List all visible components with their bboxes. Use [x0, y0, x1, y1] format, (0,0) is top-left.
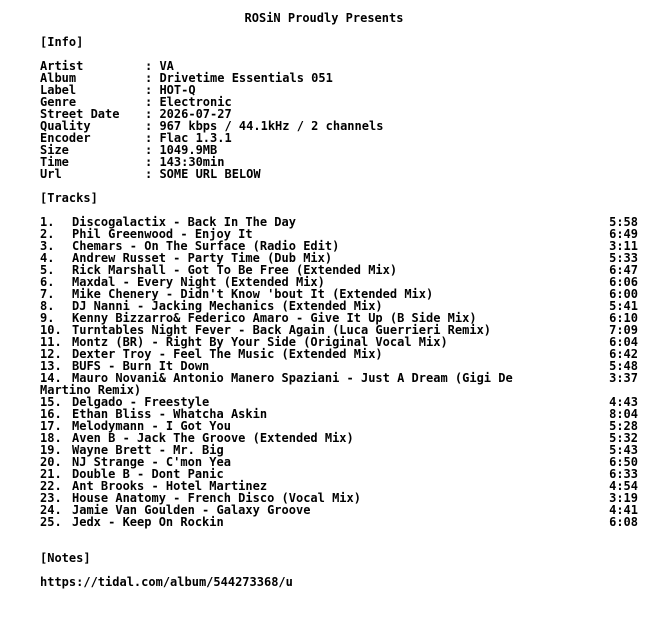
track-number: 24. — [40, 503, 62, 517]
track-number: 23. — [40, 491, 62, 505]
track-duration: 5:48 — [609, 359, 638, 373]
info-value: : SOME URL BELOW — [145, 167, 261, 181]
track-title: Mauro Novani& Antonio Manero Spaziani - Just A Dream (Gigi De — [72, 371, 513, 385]
track-title: Andrew Russet - Party Time (Dub Mix) — [72, 251, 333, 265]
info-key: Album — [40, 71, 77, 85]
track-title: Discogalactix - Back In The Day — [72, 215, 296, 229]
info-key: Time — [40, 155, 69, 169]
track-number: 11. — [40, 335, 62, 349]
info-value: : HOT-Q — [145, 83, 196, 97]
info-key: Encoder — [40, 131, 91, 145]
track-duration: 5:32 — [609, 431, 638, 445]
track-duration: 3:11 — [609, 239, 638, 253]
track-duration: 8:04 — [609, 407, 638, 421]
info-value: : VA — [145, 59, 174, 73]
track-duration: 4:54 — [609, 479, 638, 493]
track-duration: 6:08 — [609, 515, 638, 529]
track-title: House Anatomy - French Disco (Vocal Mix) — [72, 491, 361, 505]
notes-heading: [Notes] — [40, 551, 91, 565]
track-number: 10. — [40, 323, 62, 337]
info-key: Genre — [40, 95, 77, 109]
track-title: Aven B - Jack The Groove (Extended Mix) — [72, 431, 354, 445]
track-title: Turntables Night Fever - Back Again (Luca Guerrieri Remix) — [72, 323, 492, 337]
info-row — [0, 168, 648, 180]
track-duration: 6:49 — [609, 227, 638, 241]
track-number: 1. — [40, 215, 55, 229]
info-value: : 1049.9MB — [145, 143, 218, 157]
info-value: : 967 kbps / 44.1kHz / 2 channels — [145, 119, 384, 133]
track-duration: 6:47 — [609, 263, 638, 277]
track-duration: 3:37 — [609, 371, 638, 385]
info-key: Url — [40, 167, 62, 181]
track-duration: 5:41 — [609, 299, 638, 313]
info-value: : 143:30min — [145, 155, 225, 169]
info-key: Artist — [40, 59, 84, 73]
info-row — [0, 120, 648, 132]
track-title: Kenny Bizzarro& Federico Amaro - Give It Up (B Side Mix) — [72, 311, 477, 325]
track-number: 14. — [40, 371, 62, 385]
track-title: Melodymann - I Got You — [72, 419, 231, 433]
track-duration: 6:50 — [609, 455, 638, 469]
track-duration: 6:42 — [609, 347, 638, 361]
track-title: Ethan Bliss - Whatcha Askin — [72, 407, 268, 421]
info-heading: [Info] — [40, 35, 84, 49]
track-duration: 6:04 — [609, 335, 638, 349]
release-title: ROSiN Proudly Presents — [244, 11, 404, 25]
track-duration: 5:43 — [609, 443, 638, 457]
info-value: : Flac 1.3.1 — [145, 131, 232, 145]
track-number: 2. — [40, 227, 55, 241]
track-title: Chemars - On The Surface (Radio Edit) — [72, 239, 340, 253]
track-duration: 7:09 — [609, 323, 638, 337]
track-number: 17. — [40, 419, 62, 433]
track-title: Maxdal - Every Night (Extended Mix) — [72, 275, 325, 289]
track-title: Double B - Dont Panic — [72, 467, 224, 481]
track-number: 13. — [40, 359, 62, 373]
info-row — [0, 144, 648, 156]
info-key: Size — [40, 143, 69, 157]
track-title: Jamie Van Goulden - Galaxy Groove — [72, 503, 311, 517]
track-number: 7. — [40, 287, 55, 301]
track-number: 6. — [40, 275, 55, 289]
track-title: DJ Nanni - Jacking Mechanics (Extended Mix) — [72, 299, 383, 313]
track-number: 21. — [40, 467, 62, 481]
track-number: 4. — [40, 251, 55, 265]
track-title: NJ Strange - C'mon Yea — [72, 455, 231, 469]
track-title: Delgado - Freestyle — [72, 395, 210, 409]
info-row — [0, 156, 648, 168]
info-row — [0, 72, 648, 84]
track-number: 5. — [40, 263, 55, 277]
track-duration: 5:28 — [609, 419, 638, 433]
track-title: Dexter Troy - Feel The Music (Extended Mix) — [72, 347, 383, 361]
track-title: Phil Greenwood - Enjoy It — [72, 227, 253, 241]
track-duration: 4:43 — [609, 395, 638, 409]
track-number: 3. — [40, 239, 55, 253]
track-number: 16. — [40, 407, 62, 421]
track-number: 8. — [40, 299, 55, 313]
track-title: Jedx - Keep On Rockin — [72, 515, 224, 529]
track-number: 12. — [40, 347, 62, 361]
track-duration: 5:33 — [609, 251, 638, 265]
track-title: Rick Marshall - Got To Be Free (Extended Mix) — [72, 263, 398, 277]
track-title: Montz (BR) - Right By Your Side (Original Vocal Mix) — [72, 335, 448, 349]
track-number: 19. — [40, 443, 62, 457]
track-title-continued: Martino Remix) — [40, 383, 142, 397]
track-number: 20. — [40, 455, 62, 469]
track-duration: 6:06 — [609, 275, 638, 289]
notes-url: https://tidal.com/album/544273368/u — [40, 575, 293, 589]
track-number: 15. — [40, 395, 62, 409]
track-number: 9. — [40, 311, 55, 325]
track-duration: 4:41 — [609, 503, 638, 517]
track-number: 18. — [40, 431, 62, 445]
info-row — [0, 84, 648, 96]
info-key: Quality — [40, 119, 91, 133]
info-row — [0, 132, 648, 144]
track-duration: 3:19 — [609, 491, 638, 505]
track-duration: 6:00 — [609, 287, 638, 301]
track-title: Mike Chenery - Didn't Know 'bout It (Extended Mix) — [72, 287, 434, 301]
track-duration: 6:33 — [609, 467, 638, 481]
track-row — [0, 516, 648, 528]
track-duration: 6:10 — [609, 311, 638, 325]
tracks-heading: [Tracks] — [40, 191, 98, 205]
track-duration: 5:58 — [609, 215, 638, 229]
track-number: 25. — [40, 515, 62, 529]
info-value: : Drivetime Essentials 051 — [145, 71, 333, 85]
track-title: Ant Brooks - Hotel Martinez — [72, 479, 268, 493]
track-title: Wayne Brett - Mr. Big — [72, 443, 224, 457]
track-number: 22. — [40, 479, 62, 493]
info-key: Street Date — [40, 107, 120, 121]
track-title: BUFS - Burn It Down — [72, 359, 210, 373]
info-key: Label — [40, 83, 77, 97]
info-value: : 2026-07-27 — [145, 107, 232, 121]
info-value: : Electronic — [145, 95, 232, 109]
